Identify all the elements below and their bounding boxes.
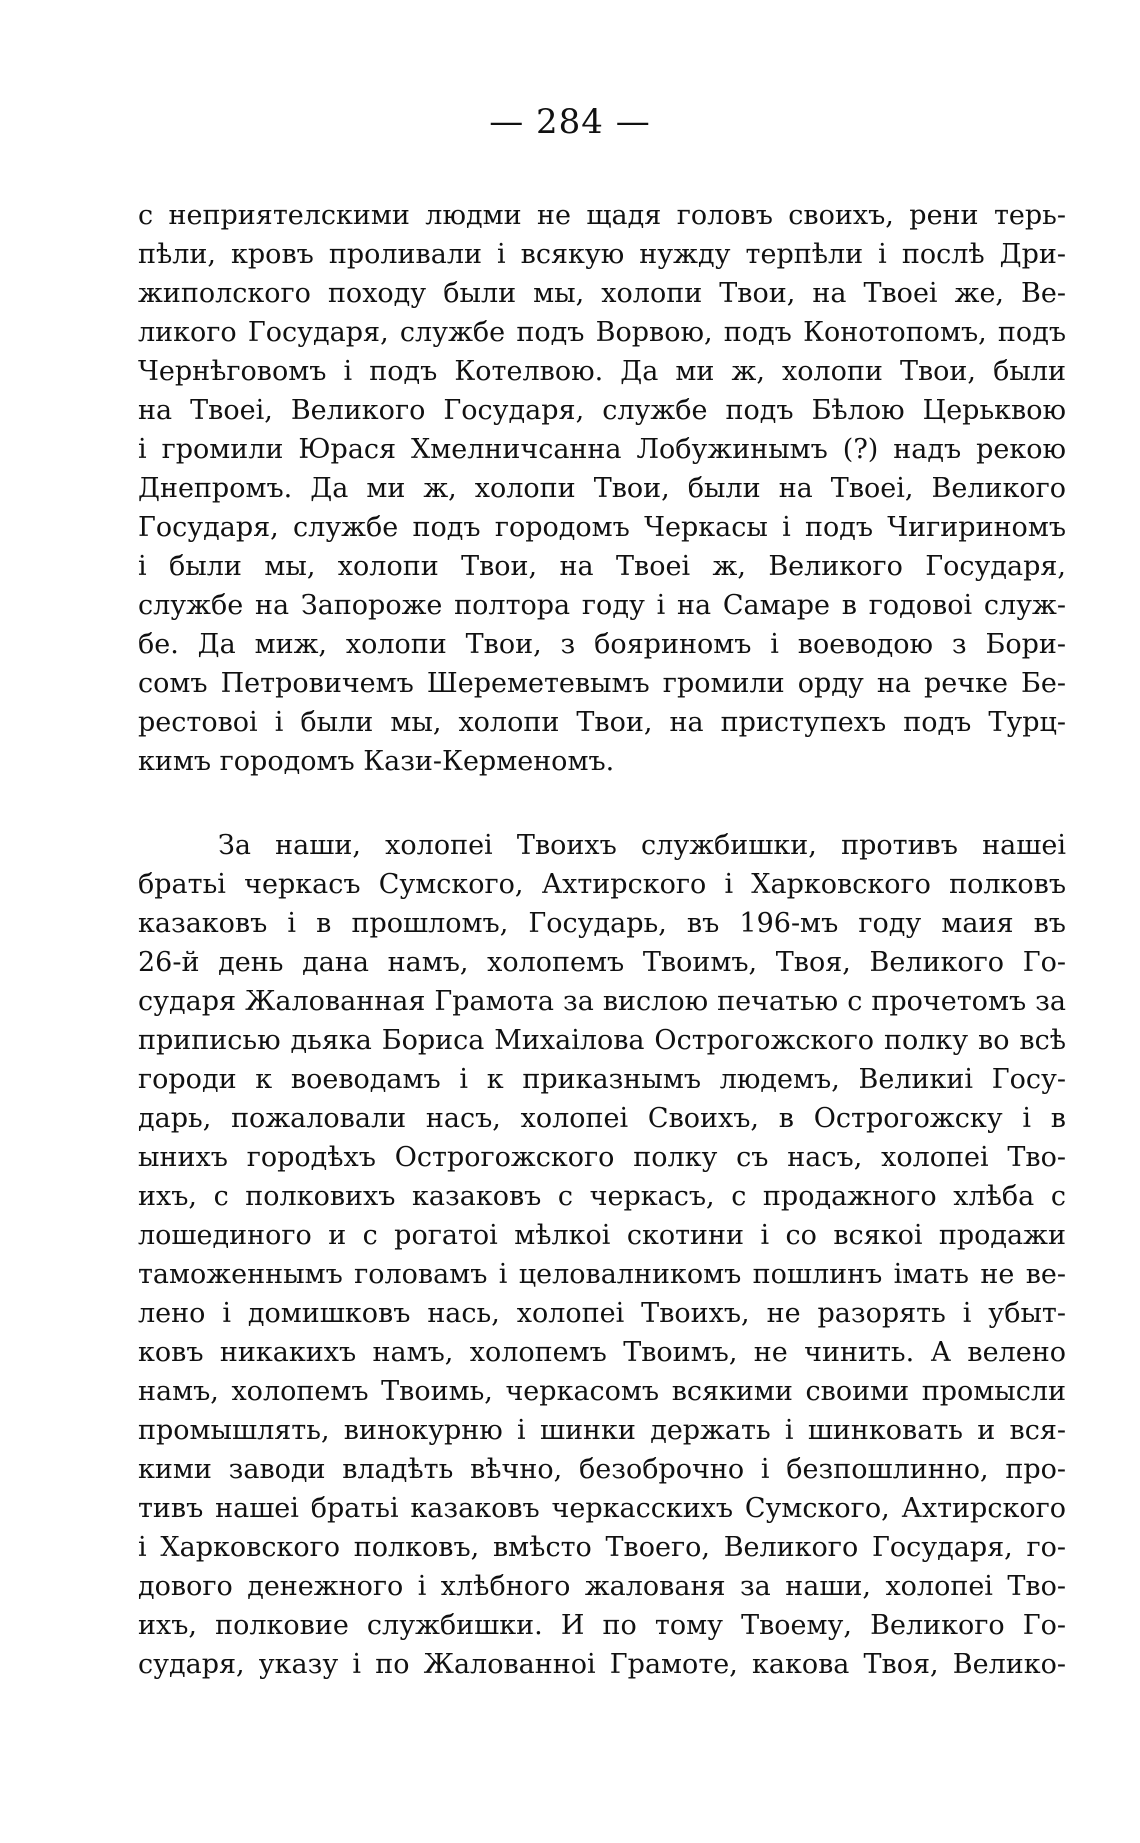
text-line: кимъ городомъ Кази-Керменомъ. [138, 746, 615, 777]
text-line: 26-й день дана намъ, холопемъ Твоимъ, Твоя, Великого Го- [138, 947, 1066, 978]
text-line: дового денежного і хлѣбного жалованя за наши, холопеі Тво- [138, 1571, 1066, 1602]
text-line: сударя Жалованная Грамота за вислою печатью с прочетомъ за [138, 986, 1066, 1017]
text-line: рестовоі і были мы, холопи Твои, на приступехъ подъ Турц- [138, 707, 1066, 738]
paragraph-1 [138, 196, 1066, 781]
text-line: ихъ, с полковихъ казаковъ с черкасъ, с продажного хлѣба с [138, 1181, 1066, 1212]
text-line: бе. Да миж, холопи Твои, з бояриномъ і воеводою з Бори- [138, 629, 1066, 660]
text-line: пѣли, кровъ проливали і всякую нужду терпѣли і послѣ Дри- [138, 239, 1066, 270]
page-number: — 284 — [489, 102, 651, 142]
text-line: ихъ, полковие службишки. И по тому Твоему, Великого Го- [138, 1610, 1066, 1641]
text-line: дарь, пожаловали насъ, холопеі Своихъ, в Острогожску і в [138, 1103, 1066, 1134]
text-line: Днепромъ. Да ми ж, холопи Твои, были на Твоеі, Великого [138, 473, 1066, 504]
text-line: і Харковского полковъ, вмѣсто Твоего, Великого Государя, го- [138, 1532, 1066, 1563]
text-line: казаковъ і в прошломъ, Государь, въ 196-мъ году маия въ [138, 908, 1066, 939]
text-line: сударя, указу і по Жалованноі Грамоте, какова Твоя, Велико- [138, 1649, 1066, 1680]
text-line: лошединого и с рогатоі мѣлкоі скотини і со всякоі продажи [138, 1220, 1066, 1251]
text-line: жиполского походу были мы, холопи Твои, на Твоеі же, Ве- [138, 278, 1066, 309]
text-line: кими заводи владѣть вѣчно, безоброчно і безпошлинно, про- [138, 1454, 1066, 1485]
text-line: сомъ Петровичемъ Шереметевымъ громили орду на речке Бе- [138, 668, 1066, 699]
text-line: с неприятелскими людми не щадя головъ своихъ, рени терь- [138, 200, 1066, 231]
text-line: тивъ нашеі братьі казаковъ черкасскихъ Сумского, Ахтирского [138, 1493, 1066, 1524]
text-line: городи к воеводамъ і к приказнымъ людемъ, Великиі Госу- [138, 1064, 1066, 1095]
text-line: ковъ никакихъ намъ, холопемъ Твоимъ, не чинить. А велено [138, 1337, 1066, 1368]
text-line: таможеннымъ головамъ і целовалникомъ пошлинъ імать не ве- [138, 1259, 1066, 1290]
text-line: За наши, холопеі Твоихъ службишки, противъ нашеі [218, 830, 1066, 861]
text-line: промышлять, винокурню і шинки держать і шинковать и вся- [138, 1415, 1066, 1446]
text-line: Чернѣговомъ і подъ Котелвою. Да ми ж, холопи Твои, были [138, 356, 1066, 387]
text-line: і были мы, холопи Твои, на Твоеі ж, Великого Государя, [138, 551, 1066, 582]
text-line: братьі черкасъ Сумского, Ахтирского і Харковского полковъ [138, 869, 1066, 900]
text-line: службе на Запороже полтора году і на Самаре в годовоі служ- [138, 590, 1066, 621]
text-line: приписью дьяка Бориса Михаілова Острогожского полку во всѣ [138, 1025, 1066, 1056]
text-line: ынихъ городѣхъ Острогожского полку съ насъ, холопеі Тво- [138, 1142, 1066, 1173]
text-line: намъ, холопемъ Твоимь, черкасомъ всякими своими промысли [138, 1376, 1066, 1407]
text-line: ликого Государя, службе подъ Ворвою, подъ Конотопомъ, подъ [138, 317, 1066, 348]
text-line: на Твоеі, Великого Государя, службе подъ Бѣлою Церьквою [138, 395, 1066, 426]
text-line: лено і домишковъ нась, холопеі Твоихъ, не разорять і убыт- [138, 1298, 1066, 1329]
text-line: Государя, службе подъ городомъ Черкасы і подъ Чигириномъ [138, 512, 1066, 543]
paragraph-2 [138, 826, 1066, 1684]
text-line: і громили Юрася Хмелничсанна Лобужинымъ (?) надъ рекою [138, 434, 1066, 465]
